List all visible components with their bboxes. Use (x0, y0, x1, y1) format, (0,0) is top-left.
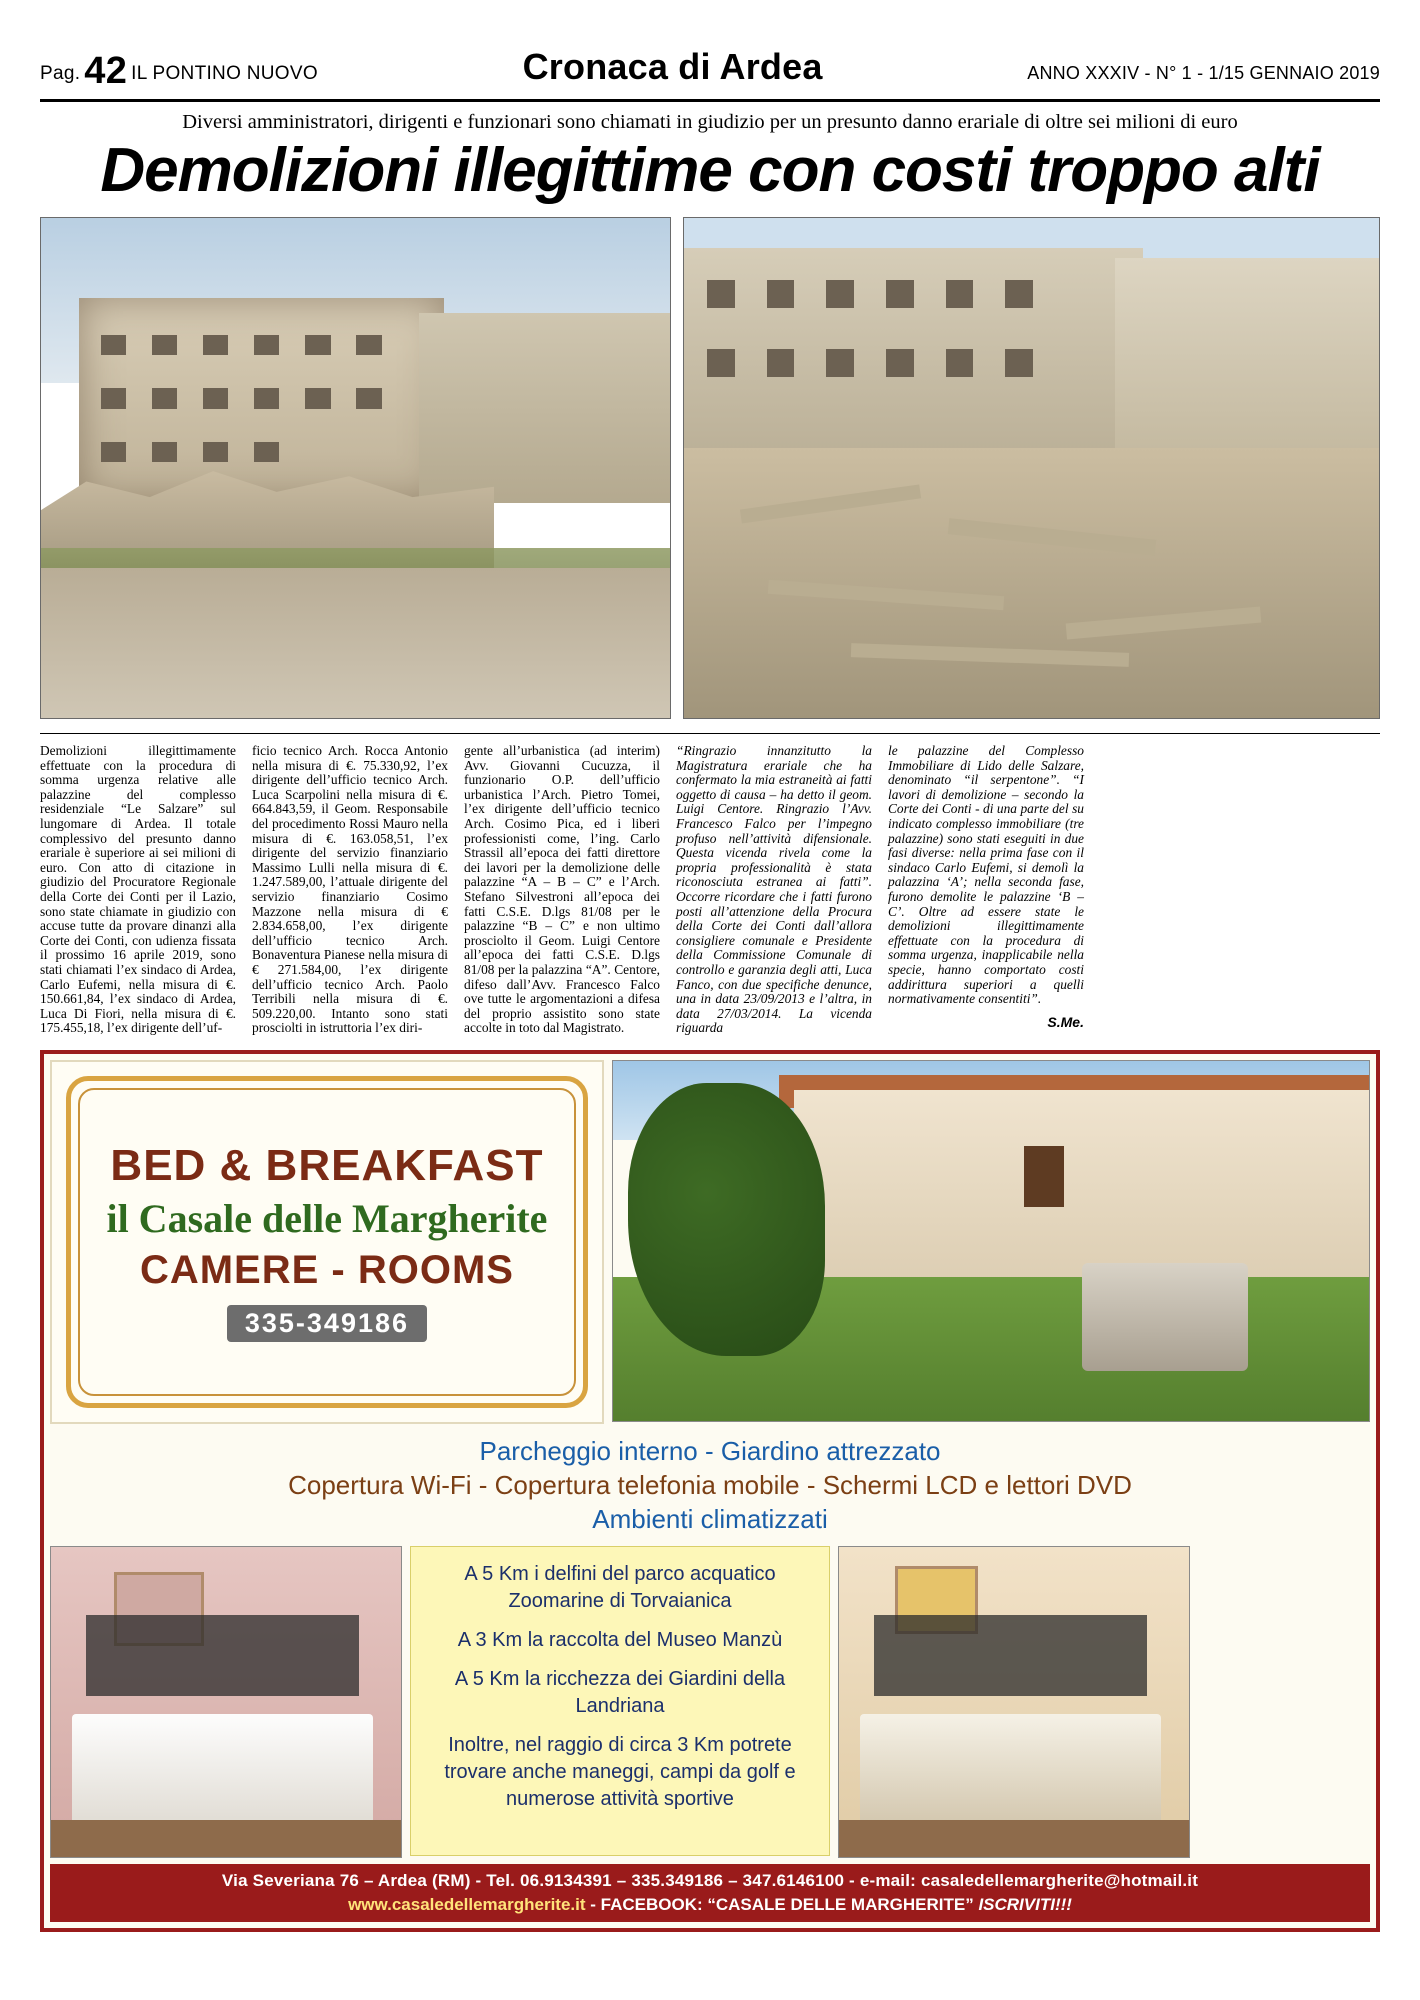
masthead-left (40, 50, 318, 93)
page-label: Pag. (40, 63, 81, 84)
ad-nearby-box (410, 1546, 830, 1856)
section-title: Cronaca di Ardea (522, 46, 823, 87)
ad-website[interactable]: www.casaledellemargherite.it (348, 1894, 586, 1914)
masthead (40, 0, 1380, 102)
article-column-3: gente all’urbanistica (ad interim) Avv. Giovanni Cucuzza, il funzionario O.P. dell’ufficio urbanistica l’Arch. Pietro Tomei, l’ex dirigente dell’ufficio tecnico Arch. Cosimo Pica, ed i liberi professionisti come, l’ing. Carlo Strassil all’epoca dei fatti direttore dei lavori per la demolizione delle palazzine “A – B – C” e l’Arch. Stefano Silvestroni all’epoca dei fatti C.S.E. D.lgs 81/08 per le palazzine “B – C” e non ultimo prosciolto il Geom. Luigi Centore all’epoca dei fatti C.S.E. D.lgs 81/08 per la palazzina “A”. Centore, difeso dall’Avv. Francesco Falco ove tutte le argomentazioni a difesa del proprio assistito sono state accolte in toto dal Magistrato. (464, 743, 660, 1036)
photo-row (40, 217, 1380, 719)
ad-exterior-photo (612, 1060, 1370, 1422)
article-signature: S.Me. (1047, 1013, 1084, 1030)
article-kicker: Diversi amministratori, dirigenti e funzionari sono chiamati in giudizio per un presunto danno erariale di oltre sei milioni di euro (182, 111, 1238, 133)
ad-room-photo-2 (838, 1546, 1190, 1858)
ad-feature-3: Ambienti climatizzati (592, 1503, 828, 1534)
ad-footer (50, 1864, 1370, 1922)
ad-features (50, 1424, 1370, 1542)
ad-facebook: - FACEBOOK: “CASALE DELLE MARGHERITE” (585, 1894, 979, 1914)
ad-bottom-row (50, 1546, 1370, 1858)
ad-top-row (50, 1060, 1370, 1424)
ad-logo-line2: il Casale delle Margherite (106, 1196, 548, 1242)
article-column-1: Demolizioni illegittimamente effettuate con la procedura di somma urgenza relative alle palazzine del complesso residenziale “Le Salzare” sul lungomare di Ardea. Il totale complessivo del presunto danno erariale è superiore ai sei milioni di euro. Con atto di citazione in giudizio del Procuratore Regionale della Corte dei Conti per il Lazio, sono state chiamate in giudizio con accuse tutte da provare dinanzi alla Corte dei Conti, con udienza fissata il prossimo 16 aprile 2019, sono stati chiamati l’ex sindaco di Ardea, Carlo Eufemi, nella misura di €. 150.661,84, l’ex sindaco di Ardea, Luca Di Fiori, nella misura di €. 175.455,18, l’ex dirigente dell’uf- (40, 743, 236, 1036)
ad-footer-contacts: Via Severiana 76 – Ardea (RM) - Tel. 06.9134391 – 335.349186 – 347.6146100 - e-mail: casaledellemargherite@hotmail.it (221, 1870, 1199, 1890)
issue-info: ANNO XXXIV - N° 1 - 1/15 GENNAIO 2019 (1027, 63, 1380, 83)
ad-nearby-2: A 3 Km la raccolta del Museo Manzù (457, 1628, 783, 1651)
page-number: 42 (84, 50, 128, 92)
article-column-4: “Ringrazio innanzitutto la Magistratura erariale che ha confermato la mia estraneità ai fatti oggetto di causa – ha detto il geom. Luigi Centore. Ringrazio l’Avv. Francesco Falco per l’impegno profuso nell’attività difensionale. Questa vicenda rivela come la propria professionalità è stata riconosciuta estranea ai fatti”. Occorre ricordare che i fatti furono posti all’attenzione della Procura della Corte dei Conti dall’allora consigliere comunale e Presidente della Commissione Comunale di controllo e garanzia degli atti, Luca Fanco, con due specifiche denunce, una in data 23/09/2013 e l’altra, in data 27/03/2014. La vicenda riguarda (676, 743, 872, 1036)
article-column-2: ficio tecnico Arch. Rocca Antonio nella misura di €. 75.330,92, l’ex dirigente dell’ufficio tecnico Arch. Luca Scarpolini nella misura di €. 664.843,59, il Geom. Responsabile del procedimento Rossi Mauro nella misura di €. 163.058,51, l’ex dirigente del servizio finanziario Massimo Lulli nella misura di €. 1.247.589,00, l’attuale dirigente del servizio finanziario Cosimo Mazzone nella misura di € 2.834.658,00, l’ex dirigente dell’ufficio tecnico Arch. Bonaventura Pianese nella misura di € 271.584,00, l’ex dirigente dell’ufficio tecnico Arch. Paolo Terribili nella misura di €. 509.220,00. Intanto sono stati prosciolti in istruttoria l’ex diri- (252, 743, 448, 1036)
ad-feature-2: Copertura Wi-Fi - Copertura telefonia mobile - Schermi LCD e lettori DVD (288, 1469, 1132, 1500)
article-body (40, 733, 1380, 1036)
demolition-photo-right (683, 217, 1380, 719)
article-column-5: le palazzine del Complesso Immobiliare di Lido delle Salzare, denominato “il serpentone”. “I lavori di demolizione – secondo la Corte dei Conti - di una parte del su indicato complesso immobiliare (tre palazzine) sono stati eseguiti in due fasi diverse: nella prima fase con il sindaco Carlo Eufemi, si demolì la palazzina ‘A’; nella seconda fase, furono demolite le palazzine ‘B – C’. Oltre ad essere state le demolizioni illegittimamente effettuate con la procedura di somma urgenza, inapplicabile nella specie, hanno comportato costi addirittura superiori a quelli normativamente consentiti”. S.Me. (888, 743, 1084, 1030)
ad-nearby-3: A 5 Km la ricchezza dei Giardini della Landriana (454, 1667, 786, 1717)
ad-cta: ISCRIVITI!!! (978, 1894, 1072, 1914)
ad-feature-1: Parcheggio interno - Giardino attrezzato (479, 1435, 941, 1466)
ad-logo-line1: BED & BREAKFAST (110, 1141, 544, 1191)
article-headline: Demolizioni illegittime con costi troppo alti (100, 136, 1320, 205)
publication-name: IL PONTINO NUOVO (131, 63, 318, 84)
advertisement (40, 1050, 1380, 1932)
ad-logo-phone: 335-349186 (227, 1305, 427, 1342)
demolition-photo-left (40, 217, 671, 719)
ad-nearby-4: Inoltre, nel raggio di circa 3 Km potrete trovare anche maneggi, campi da golf e numerose attività sportive (444, 1733, 796, 1810)
ad-room-photo-1 (50, 1546, 402, 1858)
ad-logo-line3: CAMERE - ROOMS (139, 1248, 514, 1293)
ad-footer-web (50, 1895, 1370, 1915)
ad-nearby-1: A 5 Km i delfini del parco acquatico Zoomarine di Torvaianica (464, 1562, 776, 1612)
ad-logo (50, 1060, 604, 1424)
